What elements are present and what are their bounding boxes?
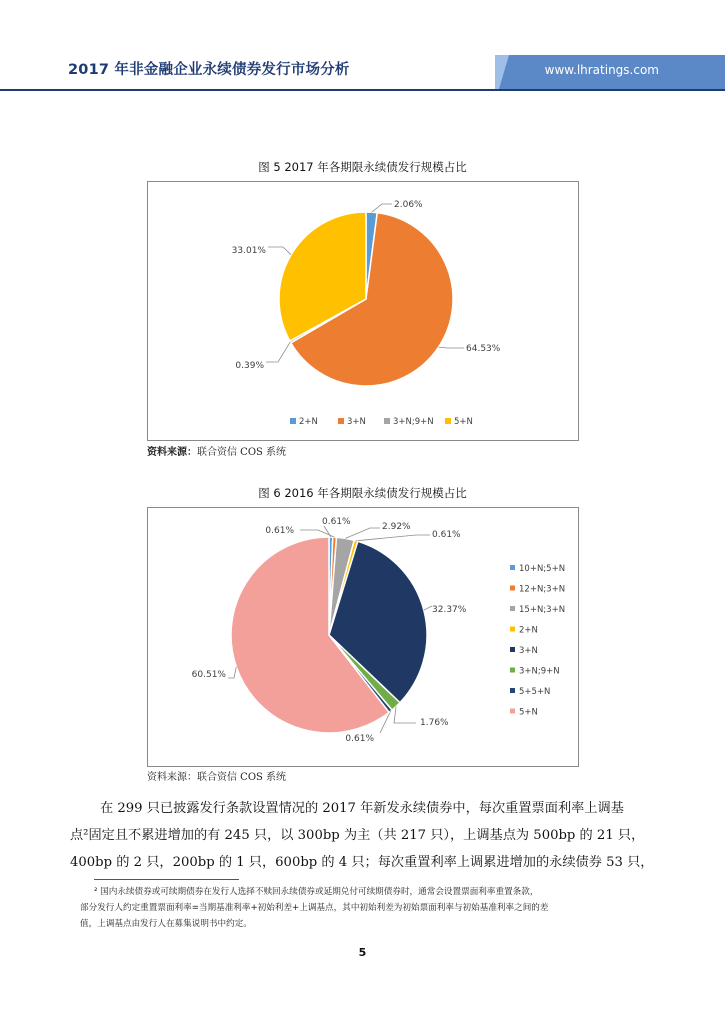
footnote-line: ² 国内永续债券或可续期债券在发行人选择不赎回永续债券或延期兑付可续期债券时，通常会设置票面利率重置条款， <box>94 887 539 897</box>
legend-swatch <box>510 586 515 591</box>
data-label-leader <box>394 706 416 723</box>
figure6-pie-chart <box>148 508 578 766</box>
legend-swatch <box>510 668 515 673</box>
legend-swatch <box>290 418 296 424</box>
body-line: 点²固定且不累进增加的有 245 只，以 300bp 为主（共 217 只），上调基点为 500bp 的 21 只， <box>70 828 645 843</box>
legend-label: 3+N;9+N <box>519 666 560 677</box>
header-rule <box>0 89 725 91</box>
footnote-rule <box>94 879 239 880</box>
data-label-leader <box>228 667 236 678</box>
legend-swatch <box>510 688 515 693</box>
data-label-leader <box>372 204 392 212</box>
legend-label: 2+N <box>299 417 318 427</box>
data-label: 0.61% <box>432 530 461 540</box>
data-label-leader <box>356 535 430 541</box>
data-label: 64.53% <box>466 344 501 354</box>
legend-swatch <box>510 627 515 632</box>
legend-label: 5+N <box>519 707 538 718</box>
data-label: 0.61% <box>322 517 351 527</box>
legend-swatch <box>510 647 515 652</box>
legend-label: 5+5+N <box>519 687 551 697</box>
data-label: 32.37% <box>432 605 467 615</box>
figure5-source-text: 联合资信 COS 系统 <box>197 447 287 458</box>
data-label: 1.76% <box>420 718 449 728</box>
legend-label: 3+N <box>347 417 366 427</box>
body-line: 400bp 的 2 只，200bp 的 1 只，600bp 的 4 只；每次重置利率上调累进增加的永续债券 53 只， <box>70 855 654 870</box>
legend-label: 2+N <box>519 625 538 636</box>
footnote-line: 部分发行人约定重置票面利率=当期基准利率+初始利差+上调基点，其中初始利差为初始票面利率与初始基准利率之间的差 <box>80 903 549 913</box>
data-label-leader <box>345 528 380 538</box>
header-title: 2017 年非金融企业永续债券发行市场分析 <box>68 62 350 78</box>
legend-label: 12+N;3+N <box>519 584 566 595</box>
legend-label: 15+N;3+N <box>519 605 566 615</box>
data-label: 0.39% <box>235 361 264 371</box>
legend-label: 3+N <box>519 646 538 656</box>
data-label-leader <box>266 342 290 362</box>
legend-swatch <box>510 709 515 714</box>
footnote <box>80 884 654 932</box>
figure5-source-label: 资料来源： <box>147 447 197 458</box>
body-paragraph <box>70 795 654 876</box>
figure5-title: 图 5 2017 年各期限永续债发行规模占比 <box>258 160 467 174</box>
legend-label: 3+N;9+N <box>393 417 434 427</box>
figure6-source: 资料来源：联合资信 COS 系统 <box>147 772 287 783</box>
figure6-title: 图 6 2016 年各期限永续债发行规模占比 <box>258 486 467 500</box>
figure5-source <box>147 443 286 458</box>
figure6-chart-box <box>147 507 579 767</box>
legend-swatch <box>338 418 344 424</box>
data-label: 60.51% <box>191 670 226 680</box>
legend-swatch <box>384 418 390 424</box>
data-label: 0.61% <box>265 526 294 536</box>
legend-label: 10+N;5+N <box>519 564 566 574</box>
figure5-chart-box <box>147 181 579 441</box>
figure5-pie-chart <box>148 182 578 440</box>
data-label-leader <box>268 247 291 255</box>
data-label-leader <box>424 606 432 610</box>
data-label: 33.01% <box>231 246 266 256</box>
data-label-leader <box>439 347 465 348</box>
page-number: 5 <box>358 946 367 959</box>
body-line: 在 299 只已披露发行条款设置情况的 2017 年新发永续债券中，每次重置票面利率上调基 <box>100 801 624 816</box>
data-label: 2.92% <box>382 522 411 532</box>
header-url[interactable]: www.lhratings.com <box>544 63 659 77</box>
page-header <box>0 0 725 95</box>
data-label: 2.06% <box>394 200 423 210</box>
legend-swatch <box>510 606 515 611</box>
legend-swatch <box>445 418 451 424</box>
legend-swatch <box>510 565 515 570</box>
data-label-leader <box>300 530 335 537</box>
legend-label: 5+N <box>454 417 473 427</box>
footnote-line: 值，上调基点由发行人在募集说明书中约定。 <box>80 919 252 929</box>
data-label: 0.61% <box>345 734 374 744</box>
